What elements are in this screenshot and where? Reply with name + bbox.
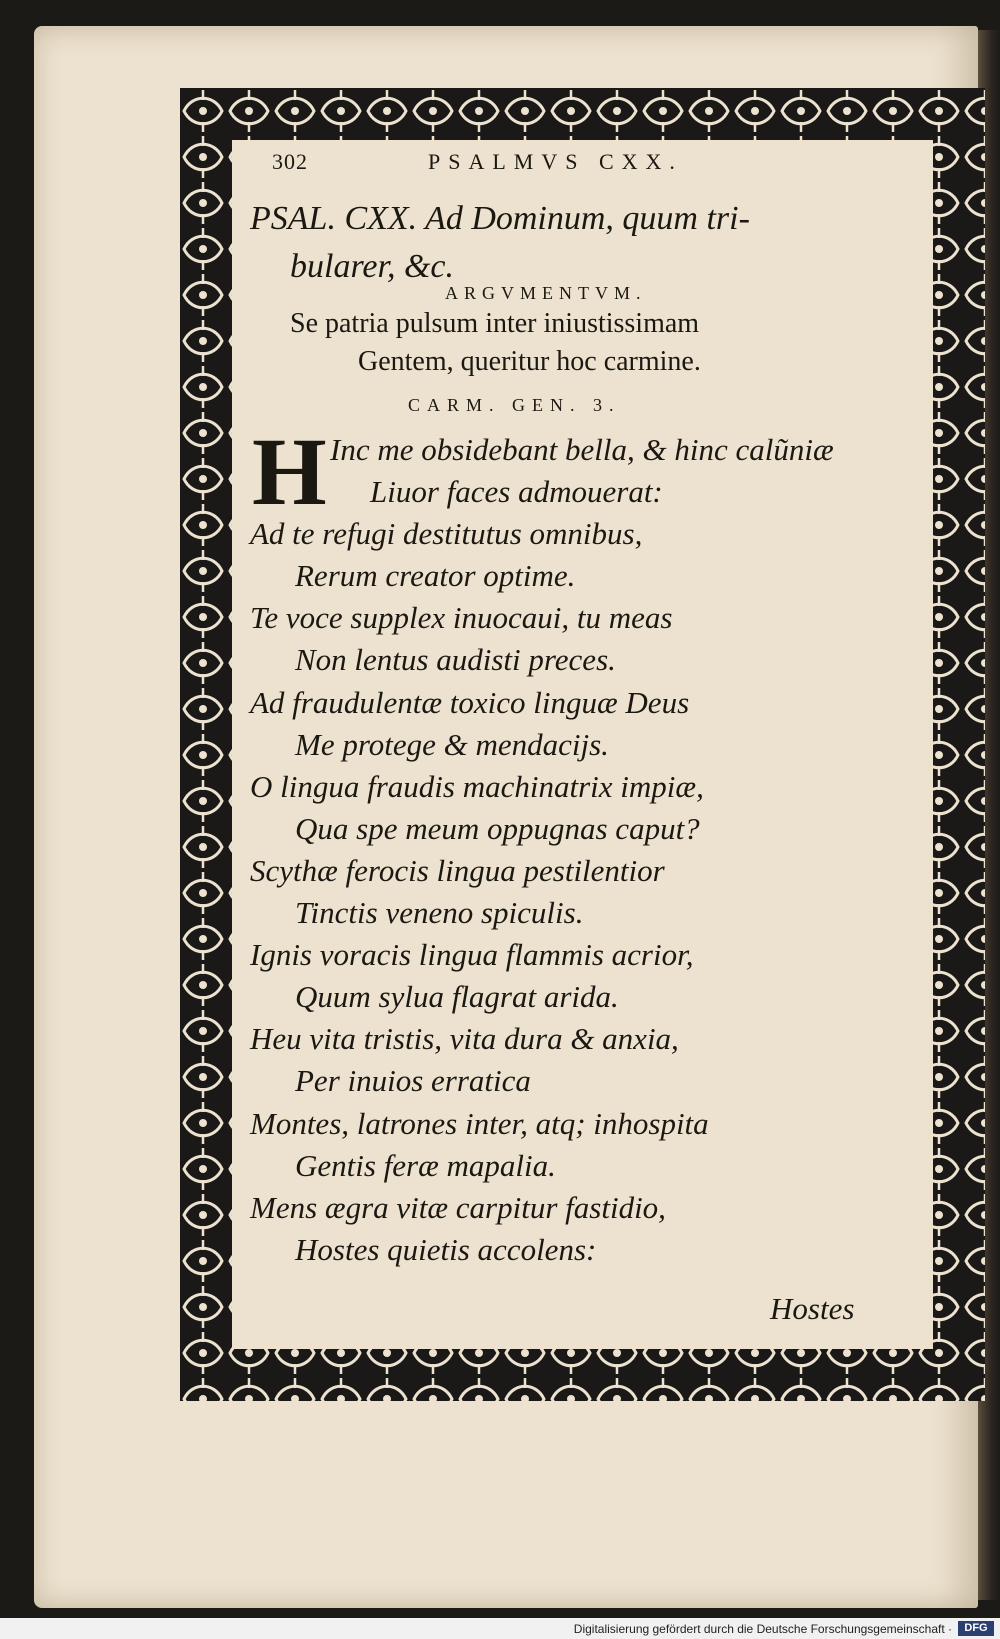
- verse-line: Me protege & mendacijs.: [295, 726, 609, 762]
- poem: [250, 418, 910, 1271]
- running-title: PSALMVS CXX.: [428, 149, 683, 174]
- verse-line: Quum sylua flagrat arida.: [295, 979, 619, 1015]
- meter-heading: CARM. GEN. 3.: [408, 395, 621, 415]
- argument-text: [290, 305, 910, 381]
- verse-line: Liuor faces admouerat:: [370, 474, 663, 510]
- psalm-title: [250, 195, 910, 291]
- verse-line: Heu vita tristis, vita dura & anxia,: [250, 1021, 679, 1057]
- running-head: [272, 149, 872, 175]
- psalm-title-line-2: bularer, &c.: [290, 248, 455, 285]
- page-number: 302: [272, 149, 308, 174]
- verse-line: Hostes quietis accolens:: [295, 1231, 597, 1267]
- catchword: Hostes: [770, 1291, 855, 1326]
- verse-line: Rerum creator optime.: [295, 558, 576, 594]
- verse-line: Gentis feræ mapalia.: [295, 1147, 556, 1183]
- verse-line: Te voce supplex inuocaui, tu meas: [250, 600, 673, 636]
- argument-line-1: Se patria pulsum inter iniustissimam: [290, 308, 700, 339]
- footer-credit: Digitalisierung gefördert durch die Deutsche Forschungsgemeinschaft ·: [573, 1622, 952, 1636]
- verse-line: Tinctis veneno spiculis.: [295, 895, 584, 931]
- verse-line: Ignis voracis lingua flammis acrior,: [250, 937, 694, 973]
- verse-line: Montes, latrones inter, atq; inhospita: [250, 1105, 709, 1141]
- argument-heading: ARGVMENTVM.: [445, 283, 647, 303]
- verse-line: Inc me obsidebant bella, & hinc calũniæ: [330, 432, 834, 467]
- dfg-logo[interactable]: DFG: [958, 1621, 994, 1636]
- verse-line: Non lentus audisti preces.: [295, 642, 616, 678]
- argument-line-2: Gentem, queritur hoc carmine.: [358, 346, 701, 377]
- verse-line: Ad te refugi destitutus omnibus,: [250, 516, 643, 552]
- verse-line: Qua spe meum oppugnas caput?: [295, 810, 700, 846]
- verse-line: Scythæ ferocis lingua pestilentior: [250, 852, 665, 888]
- verse-line: Per inuios erratica: [295, 1063, 531, 1099]
- drop-cap: H: [252, 418, 327, 525]
- verse-line: O lingua fraudis machinatrix impiæ,: [250, 768, 704, 804]
- verse-line: Ad fraudulentæ toxico linguæ Deus: [250, 684, 690, 720]
- verse-line: Mens ægra vitæ carpitur fastidio,: [250, 1189, 666, 1225]
- psalm-title-line-1: PSAL. CXX. Ad Dominum, quum tri-: [250, 200, 750, 237]
